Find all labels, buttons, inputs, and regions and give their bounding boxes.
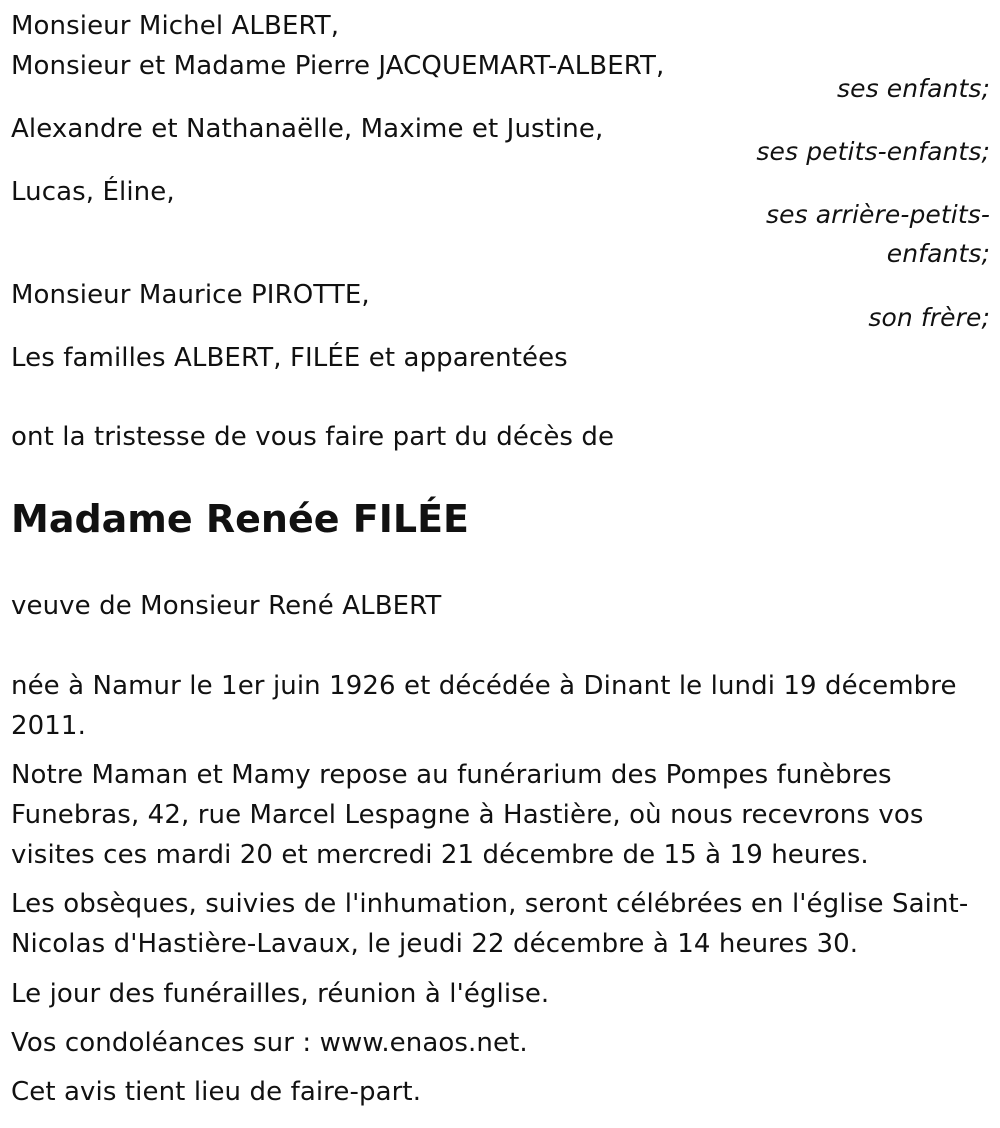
family-line-jacquemart-albert: Monsieur et Madame Pierre JACQUEMART-ALBERT, (11, 51, 665, 81)
family-line-grandchildren: Alexandre et Nathanaëlle, Maxime et Justine, (11, 114, 604, 144)
role-grandchildren: ses petits-enfants; (756, 137, 990, 166)
birth-death-line-1: née à Namur le 1er juin 1926 et décédée à Dinant le lundi 19 décembre (11, 671, 957, 701)
funeral-line-1: Les obsèques, suivies de l'inhumation, seront célébrées en l'église Saint- (11, 889, 969, 919)
role-great-grandchildren-part1: ses arrière-petits- (765, 200, 990, 229)
family-line-related-families: Les familles ALBERT, FILÉE et apparentées (11, 343, 568, 373)
announcement-intro: ont la tristesse de vous faire part du décès de (11, 422, 615, 452)
rest-line-2: Funebras, 42, rue Marcel Lespagne à Hastière, où nous recevrons vos (11, 800, 924, 830)
birth-death-line-2: 2011. (11, 711, 86, 741)
condolences-info: Vos condoléances sur : www.enaos.net. (11, 1028, 528, 1058)
deceased-name: Madame Renée FILÉE (11, 497, 469, 541)
notice-info: Cet avis tient lieu de faire-part. (11, 1077, 422, 1107)
family-line-great-grandchildren: Lucas, Éline, (11, 177, 175, 207)
widow-of: veuve de Monsieur René ALBERT (11, 591, 442, 621)
rest-line-1: Notre Maman et Mamy repose au funérarium des Pompes funèbres (11, 760, 892, 790)
rest-line-3: visites ces mardi 20 et mercredi 21 décembre de 15 à 19 heures. (11, 840, 869, 870)
role-great-grandchildren-part2: enfants; (886, 239, 990, 268)
funeral-line-2: Nicolas d'Hastière-Lavaux, le jeudi 22 décembre à 14 heures 30. (11, 929, 859, 959)
meeting-info: Le jour des funérailles, réunion à l'église. (11, 979, 550, 1009)
role-children: ses enfants; (836, 74, 990, 103)
role-brother: son frère; (868, 303, 990, 332)
family-line-brother: Monsieur Maurice PIROTTE, (11, 280, 370, 310)
family-line-michel-albert: Monsieur Michel ALBERT, (11, 11, 340, 41)
